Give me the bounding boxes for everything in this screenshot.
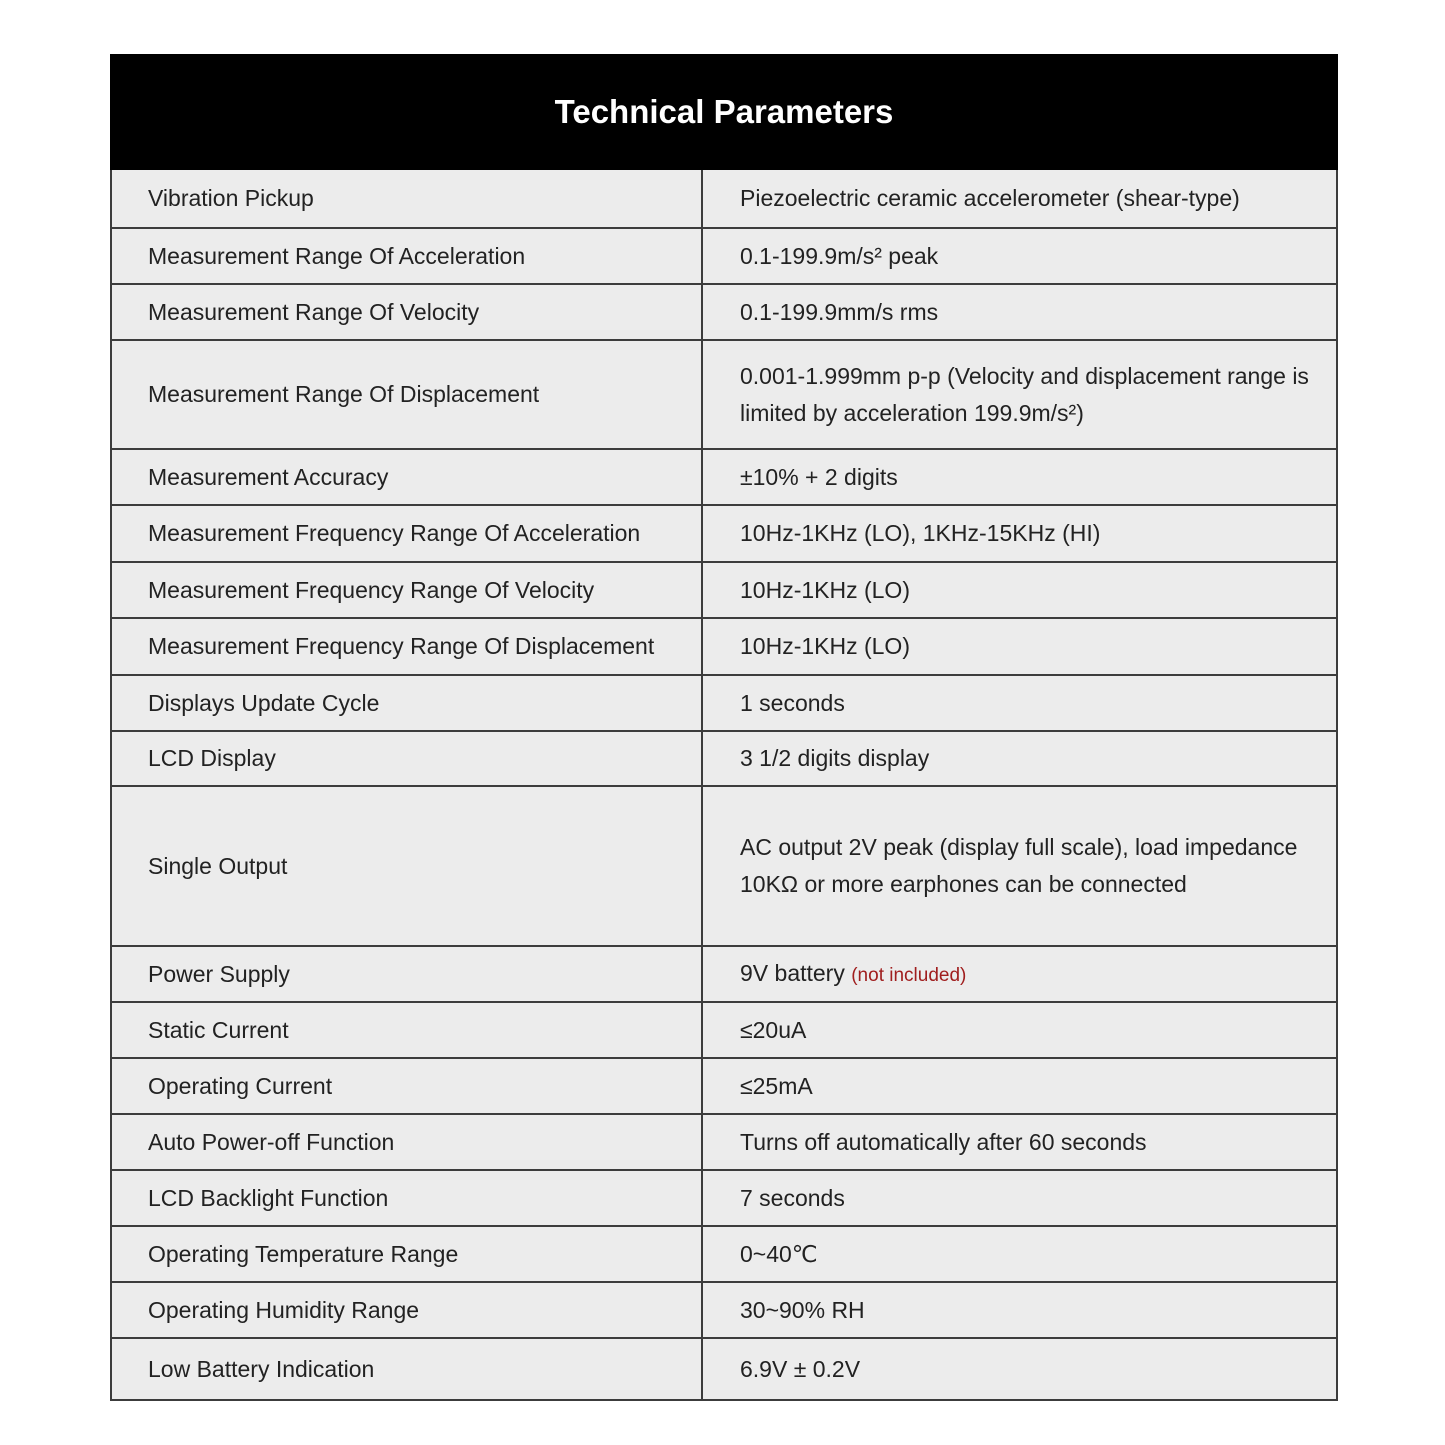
parameter-label: Static Current (111, 1002, 702, 1058)
parameter-label: Operating Temperature Range (111, 1226, 702, 1282)
parameter-value: ≤20uA (740, 1016, 807, 1043)
table-row (111, 1002, 1337, 1058)
parameter-value: 10Hz-1KHz (LO) (740, 576, 910, 603)
parameter-label: Measurement Range Of Displacement (111, 340, 702, 449)
table-row (111, 1058, 1337, 1114)
header-row (111, 55, 1337, 169)
parameter-value: 0.001-1.999mm p-p (Velocity and displacement range is limited by acceleration 199.9m/s²) (740, 362, 1309, 426)
parameter-value-cell (702, 1058, 1337, 1114)
table-row (111, 228, 1337, 284)
parameter-label: Measurement Range Of Velocity (111, 284, 702, 340)
parameter-value: AC output 2V peak (display full scale), load impedance 10KΩ or more earphones can be connected (740, 834, 1298, 897)
parameter-value: 1 seconds (740, 689, 845, 716)
parameter-value-cell (702, 731, 1337, 786)
table-row (111, 340, 1337, 449)
parameter-label: Low Battery Indication (111, 1338, 702, 1400)
parameter-value-cell (702, 675, 1337, 731)
parameter-value: 9V battery (740, 959, 845, 986)
table-row (111, 1282, 1337, 1338)
parameter-value-cell (702, 449, 1337, 505)
parameter-value-cell (702, 786, 1337, 946)
table-row (111, 1114, 1337, 1170)
parameter-value-cell (702, 1114, 1337, 1170)
parameter-label: Operating Humidity Range (111, 1282, 702, 1338)
spec-table (110, 54, 1338, 1401)
parameter-label: Auto Power-off Function (111, 1114, 702, 1170)
table-title: Technical Parameters (111, 55, 1337, 169)
parameter-value: ±10% + 2 digits (740, 463, 898, 490)
parameter-value-cell (702, 228, 1337, 284)
table-row (111, 449, 1337, 505)
parameter-value: Turns off automatically after 60 seconds (740, 1128, 1147, 1155)
parameter-value: Piezoelectric ceramic accelerometer (shear-type) (740, 185, 1240, 211)
parameter-value: 3 1/2 digits display (740, 745, 930, 771)
parameter-label: Measurement Accuracy (111, 449, 702, 505)
parameter-value-cell (702, 562, 1337, 618)
parameter-label: Measurement Frequency Range Of Velocity (111, 562, 702, 618)
parameter-label: Measurement Frequency Range Of Acceleration (111, 505, 702, 562)
parameter-value: 0.1-199.9mm/s rms (740, 298, 939, 325)
parameter-value-cell (702, 340, 1337, 449)
parameter-label: LCD Display (111, 731, 702, 786)
table-row (111, 562, 1337, 618)
parameter-value-cell (702, 505, 1337, 562)
parameter-label: Single Output (111, 786, 702, 946)
table-row (111, 1338, 1337, 1400)
parameter-note: (not included) (851, 964, 967, 986)
parameter-value: 6.9V ± 0.2V (740, 1355, 861, 1382)
parameter-value-cell (702, 1002, 1337, 1058)
parameter-value: 10Hz-1KHz (LO), 1KHz-15KHz (HI) (740, 520, 1101, 546)
parameter-value: 7 seconds (740, 1184, 845, 1211)
parameter-value-cell (702, 169, 1337, 228)
parameter-value-cell (702, 1338, 1337, 1400)
table-row (111, 505, 1337, 562)
parameter-value-cell (702, 618, 1337, 675)
parameter-value-cell (702, 1282, 1337, 1338)
parameter-value: 0~40℃ (740, 1240, 818, 1267)
table-row (111, 1226, 1337, 1282)
parameter-label: Displays Update Cycle (111, 675, 702, 731)
table-row (111, 618, 1337, 675)
table-row (111, 1170, 1337, 1226)
table-row (111, 284, 1337, 340)
parameter-value: 10Hz-1KHz (LO) (740, 633, 910, 659)
table-row (111, 169, 1337, 228)
table-row (111, 675, 1337, 731)
parameter-value-cell (702, 946, 1337, 1002)
parameter-value: ≤25mA (740, 1072, 813, 1099)
parameter-label: Operating Current (111, 1058, 702, 1114)
table-row (111, 946, 1337, 1002)
parameter-label: Measurement Range Of Acceleration (111, 228, 702, 284)
table-row (111, 786, 1337, 946)
table-row (111, 731, 1337, 786)
parameter-value-cell (702, 1226, 1337, 1282)
parameter-label: LCD Backlight Function (111, 1170, 702, 1226)
parameter-value-cell (702, 1170, 1337, 1226)
spec-rows (111, 169, 1337, 1400)
parameter-label: Power Supply (111, 946, 702, 1002)
parameter-value-cell (702, 284, 1337, 340)
parameter-value: 30~90% RH (740, 1296, 865, 1323)
parameter-value: 0.1-199.9m/s² peak (740, 242, 939, 269)
parameter-label: Vibration Pickup (111, 169, 702, 228)
parameter-label: Measurement Frequency Range Of Displacement (111, 618, 702, 675)
